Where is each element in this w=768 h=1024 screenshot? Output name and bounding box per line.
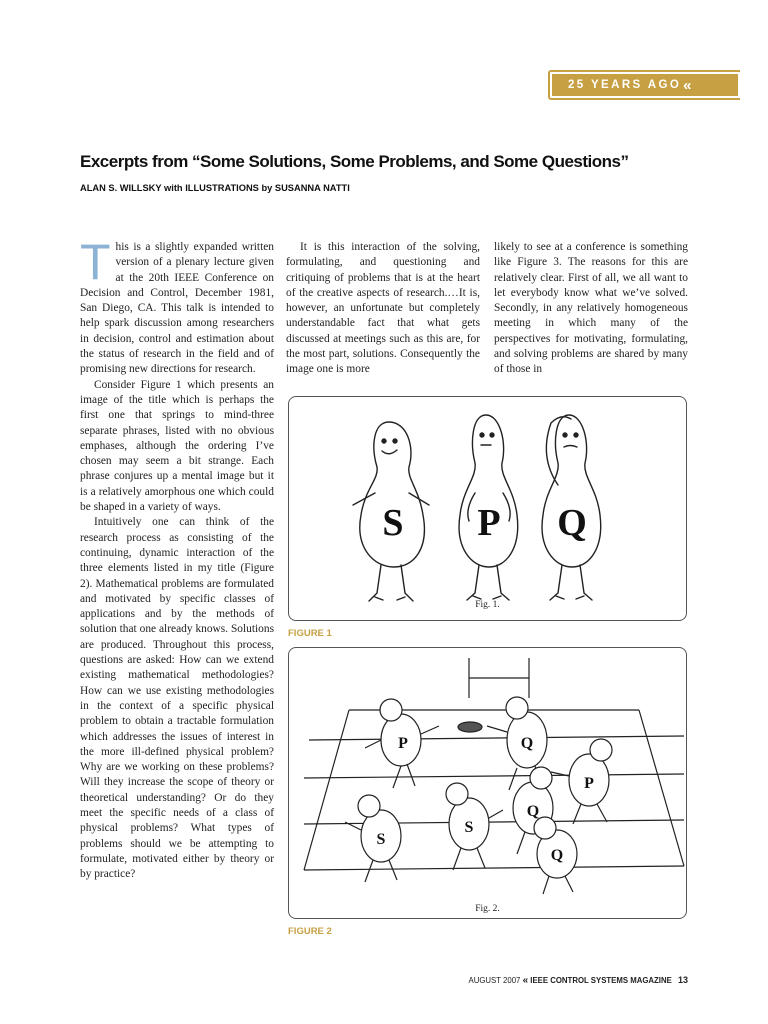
article-title: Excerpts from “Some Solutions, Some Problems, and Some Questions” (80, 152, 629, 171)
figure-2-letter: Q (520, 735, 534, 752)
figure-2-letter: P (584, 775, 594, 792)
figure-2-letter: Q (550, 847, 564, 864)
figure-1-inner-caption: Fig. 1. (475, 600, 500, 610)
section-banner (548, 70, 740, 100)
body-column-2 (286, 240, 480, 378)
figure-1-label: FIGURE 1 (288, 628, 332, 639)
paragraph-5: likely to see at a conference is something like Figure 3. The reasons for this are relatively clear. First of all, we all want to let everybody know what we’ve solved. Secondly, in any relatively homogeneous meeting in which many of the perspectives for motivating, formulating, and solving problems are shared by many of those in (494, 241, 688, 376)
section-banner-label: 25 YEARS AGO (568, 79, 682, 91)
paragraph-4: It is this interaction of the solving, formulating, and questioning and critiquing of problems that is at the heart of the creative aspects of research.…It is, however, an unfortunate but completely understandable fact that what gets discussed at meetings such as this are, for the most part, solutions. Consequently the image one is more (286, 241, 480, 376)
player (446, 783, 503, 870)
footer-magazine: IEEE CONTROL SYSTEMS MAGAZINE (530, 976, 672, 985)
chevron-left-icon: « (522, 975, 529, 986)
figure-1-drawing (289, 397, 688, 622)
paragraph-1 (80, 234, 274, 378)
section-banner-fill (552, 74, 738, 96)
footer-date: AUGUST 2007 (468, 976, 521, 985)
page-number: 13 (677, 975, 688, 985)
chevron-left-icon: « (683, 76, 692, 94)
body-column-1 (80, 234, 274, 882)
figure-2-letter: S (464, 819, 474, 836)
figure-1-letter: Q (557, 502, 587, 544)
figure-1-letter: S (382, 502, 404, 544)
paragraph-1-text: his is a slightly expanded written version of a plenary lecture given at the 20th IEEE Conference on Decision and Control, December 1981, San Diego, CA. This talk is intended to help spark discussion among researchers in decision, control and estimation about the status of research in the field and of promising new directions for research. (80, 241, 274, 376)
figure-2-drawing (289, 648, 688, 920)
goal-post (469, 658, 529, 698)
page-footer (469, 975, 688, 986)
field-line (309, 736, 684, 740)
drop-cap: T (80, 234, 111, 290)
figure-2-letter: Q (526, 803, 540, 820)
figure-2-letter: S (376, 831, 386, 848)
field-line (304, 866, 684, 870)
paragraph-2: Consider Figure 1 which presents an image of the title which is perhaps the first one that springs to mind-three separate phrases, listed with no obvious emphases, although the ordering I’ve chosen may seem a bit strange. Each phrase conjures up a mental image but it is a relatively amorphous one which could be shaped in a variety of ways. (80, 378, 274, 514)
figure-1-letter: P (477, 502, 501, 544)
field-line (304, 820, 684, 824)
field-line (304, 774, 684, 778)
article-byline: ALAN S. WILLSKY with ILLUSTRATIONS by SUSANNA NATTI (80, 183, 350, 193)
paragraph-3: Intuitively one can think of the research process as consisting of the continuing, dynamic interaction of the three elements listed in my title (Figure 2). Mathematical problems are formulated and motivated by specific classes of applications and by the methods of solution that one already knows. Solutions are produced. Throughout this process, questions are asked: How can we extend existing mathematical methodologies? How can we use existing methodologies in the context of a specific physical problem to obtain a tractable formulation which addresses the issues of interest in the more ill-defined physical problem? Why are we working on these problems? Will they increase the scope of theory or theoretical understanding? Or do they meet the specific needs of a class of physical problems? What types of problems should we be attempting to formulate, motivated either by theory or by practice? (80, 516, 274, 881)
body-column-3 (494, 240, 688, 378)
figure-1-illustration (288, 396, 687, 621)
figure-2-inner-caption: Fig. 2. (475, 904, 500, 914)
player (551, 739, 612, 824)
figure-2-letter: P (398, 735, 408, 752)
football (458, 722, 482, 732)
field-line (304, 710, 684, 870)
figure-2-illustration (288, 647, 687, 919)
figure-2-label: FIGURE 2 (288, 926, 332, 937)
